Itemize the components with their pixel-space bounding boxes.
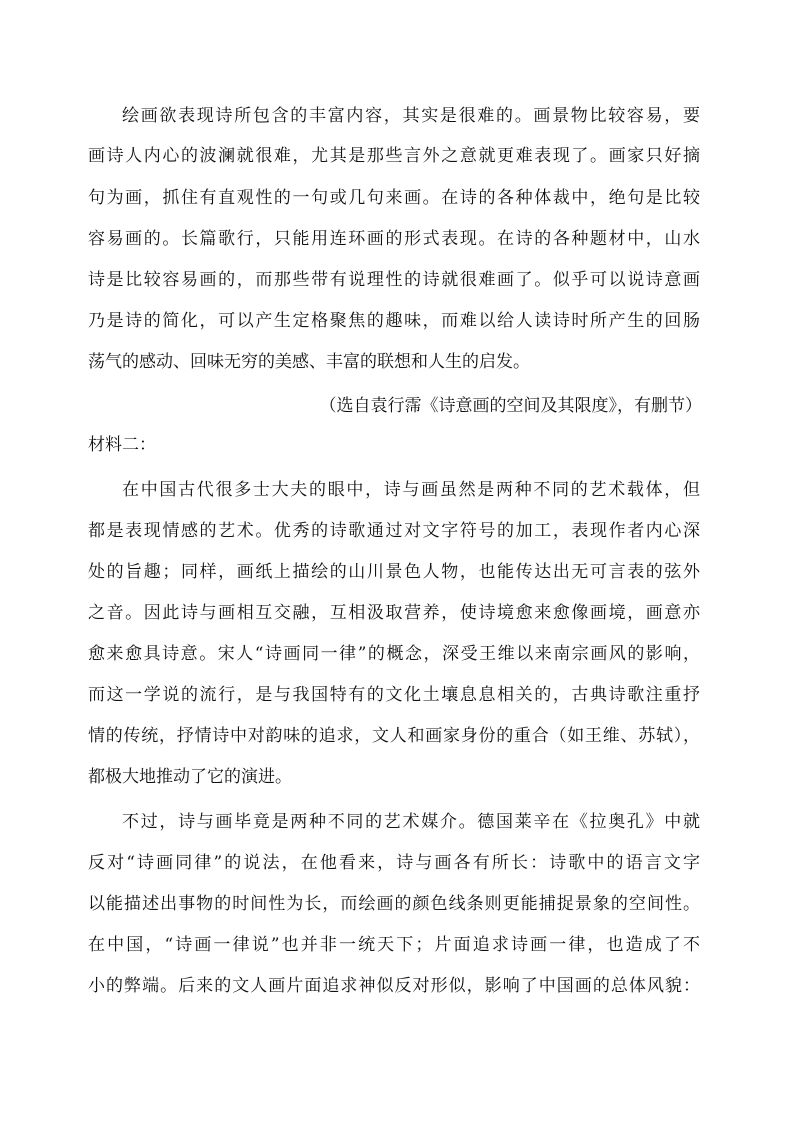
paragraph-1-line-3: 句为画，抓住有直观性的一句或几句来画。在诗的各种体裁中，绝句是比较 (88, 188, 700, 208)
paragraph-1-line-2: 画诗人内心的波澜就很难，尤其是那些言外之意就更难表现了。画家只好摘 (88, 146, 700, 166)
paragraph-1-line-5: 诗是比较容易画的，而那些带有说理性的诗就很难画了。似乎可以说诗意画 (88, 270, 700, 290)
source-citation: （选自袁行霈《诗意画的空间及其限度》，有删节） (319, 396, 702, 416)
material-2-paragraph-a-line-6: 而这一学说的流行，是与我国特有的文化土壤息息相关的，古典诗歌注重抒 (88, 685, 700, 705)
paragraph-1-line-4: 容易画的。长篇歌行，只能用连环画的形式表现。在诗的各种题材中，山水 (88, 229, 700, 249)
paragraph-1-line-1: 绘画欲表现诗所包含的丰富内容，其实是很难的。画景物比较容易，要 (122, 106, 700, 126)
material-2-paragraph-a-line-3: 处的旨趣；同样，画纸上描绘的山川景色人物，也能传达出无可言表的弦外 (88, 562, 700, 582)
paragraph-1-line-6: 乃是诗的简化，可以产生定格聚焦的趣味，而难以给人读诗时所产生的回肠 (88, 311, 700, 331)
material-2-paragraph-b-line-1: 不过，诗与画毕竟是两种不同的艺术媒介。德国莱辛在《拉奥孔》中就 (122, 812, 700, 832)
material-2-paragraph-a-line-1: 在中国古代很多士大夫的眼中，诗与画虽然是两种不同的艺术载体，但 (122, 480, 700, 500)
material-2-paragraph-a-line-8: 都极大地推动了它的演进。 (88, 767, 292, 787)
material-2-paragraph-b-line-4: 在中国，“诗画一律说”也并非一统天下；片面追求诗画一律，也造成了不 (88, 935, 700, 955)
material-2-paragraph-a-line-5: 愈来愈具诗意。宋人“诗画同一律”的概念，深受王维以来南宗画风的影响， (88, 644, 700, 664)
paragraph-1-line-7: 荡气的感动、回味无穷的美感、丰富的联想和人生的启发。 (88, 352, 530, 372)
material-2-paragraph-b-line-5: 小的弊端。后来的文人画片面追求神似反对形似，影响了中国画的总体风貌： (88, 976, 700, 996)
material-2-paragraph-b-line-2: 反对“诗画同律”的说法，在他看来，诗与画各有所长：诗歌中的语言文字 (88, 853, 700, 873)
material-2-paragraph-b-line-3: 以能描述出事物的时间性为长，而绘画的颜色线条则更能捕捉景象的空间性。 (88, 894, 700, 914)
material-2-paragraph-a-line-7: 情的传统，抒情诗中对韵味的追求，文人和画家身份的重合（如王维、苏轼）， (88, 726, 700, 746)
material-2-paragraph-a-line-4: 之音。因此诗与画相互交融，互相汲取营养，使诗境愈来愈像画境，画意亦 (88, 603, 700, 623)
material-2-paragraph-a-line-2: 都是表现情感的艺术。优秀的诗歌通过对文字符号的加工，表现作者内心深 (88, 521, 700, 541)
section-heading-material-2: 材料二： (88, 435, 156, 455)
